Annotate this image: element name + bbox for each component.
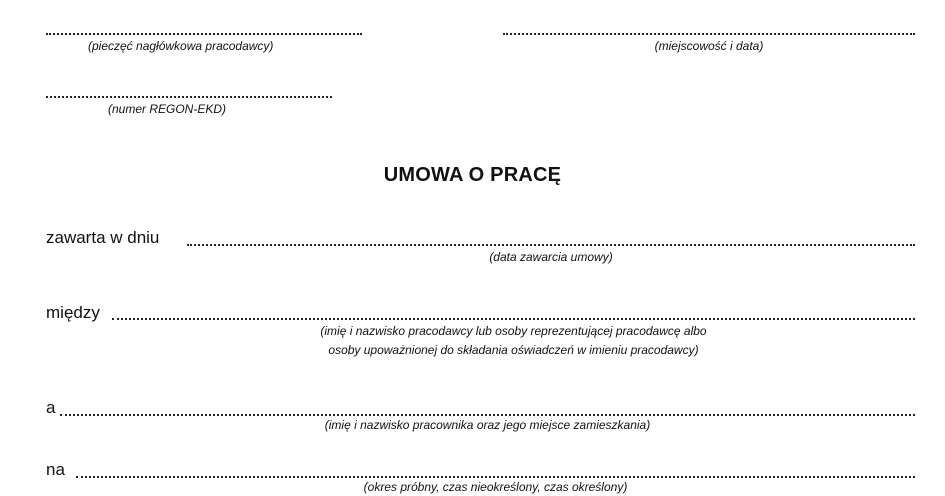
contract-date-label: zawarta w dniu [46, 228, 160, 247]
place-date-caption: (miejscowość i data) [654, 39, 764, 53]
employer-name-caption-line2: osoby upoważnionej do składania oświadczeń w imieniu pracodawcy) [328, 343, 699, 357]
regon-field[interactable] [46, 96, 332, 98]
employer-stamp-field[interactable] [46, 33, 362, 35]
and-label: a [46, 398, 56, 417]
employment-period-field[interactable] [76, 476, 915, 478]
employment-period-caption: (okres próbny, czas nieokreślony, czas określony) [363, 480, 628, 494]
between-label: między [46, 303, 100, 322]
employer-stamp-caption: (pieczęć nagłówkowa pracodawcy) [88, 39, 274, 53]
employee-name-field[interactable] [60, 414, 915, 416]
employer-name-field[interactable] [112, 318, 915, 320]
place-date-field[interactable] [503, 33, 915, 35]
employer-name-caption-line1: (imię i nazwisko pracodawcy lub osoby reprezentującej pracodawcę albo [320, 324, 707, 338]
employee-name-caption: (imię i nazwisko pracownika oraz jego miejsce zamieszkania) [324, 418, 651, 432]
contract-date-field[interactable] [187, 244, 915, 246]
period-label: na [46, 460, 65, 479]
document-title: UMOWA O PRACĘ [383, 164, 562, 186]
regon-caption: (numer REGON-EKD) [108, 102, 227, 116]
contract-date-caption: (data zawarcia umowy) [489, 250, 613, 264]
